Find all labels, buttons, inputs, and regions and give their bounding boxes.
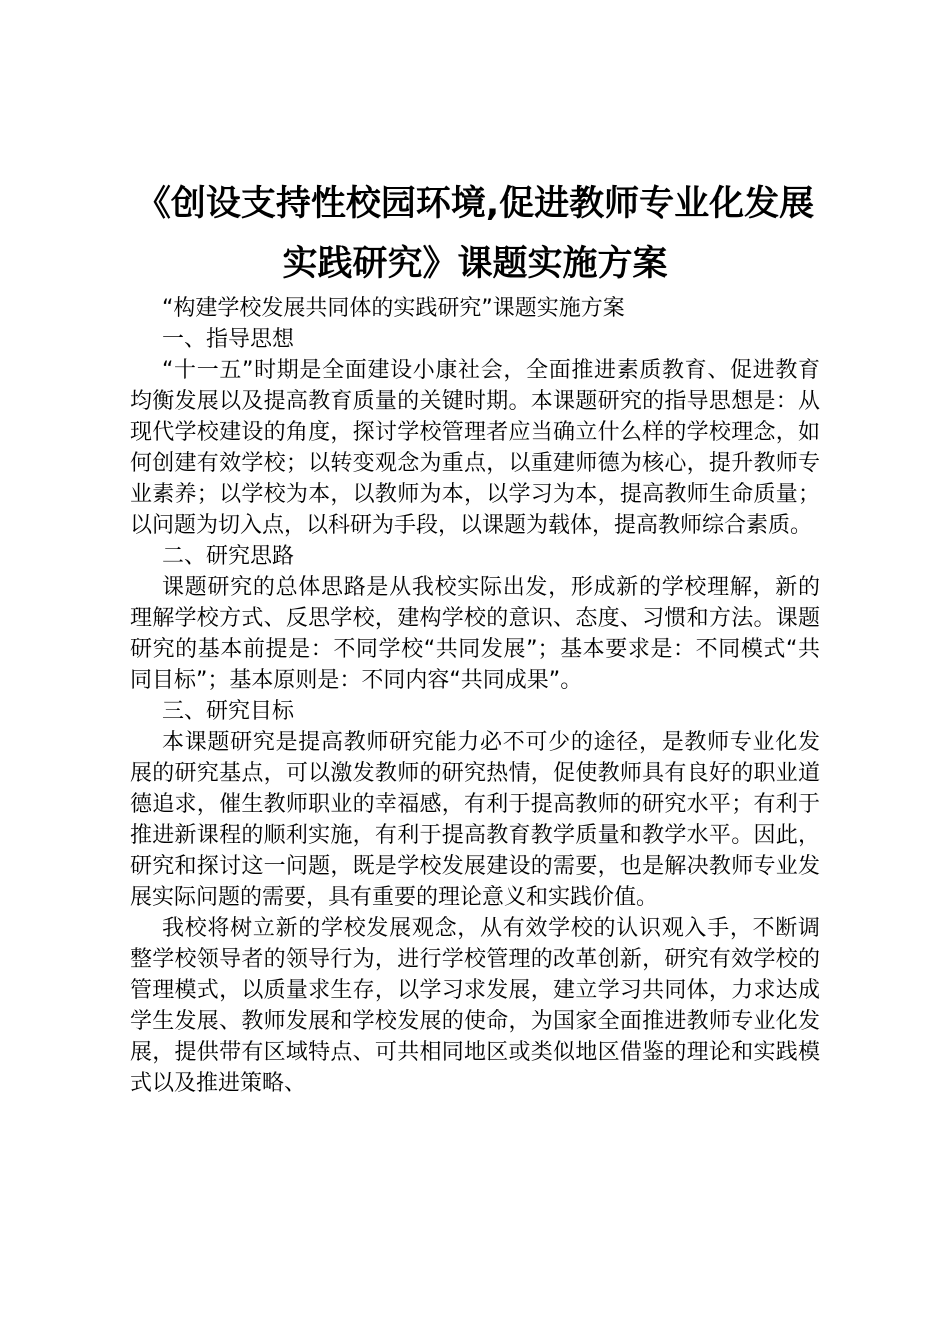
paragraph-research-approach: 课题研究的总体思路是从我校实际出发，形成新的学校理解，新的理解学校方式、反思学校，建构学校的意识、态度、习惯和方法。课题研究的基本前提是：不同学校“共同发展”；基本要求是：不同模式“共同目标”；基本原则是：不同内容“共同成果”。 <box>130 575 820 693</box>
section-heading-guiding-ideology: 一、指导思想 <box>162 327 295 352</box>
paragraph-research-goals-2: 我校将树立新的学校发展观念，从有效学校的认识观入手，不断调整学校领导者的领导行为，进行学校管理的改革创新，研究有效学校的管理模式，以质量求生存，以学习求发展，建立学习共同体，力求达成学生发展、教师发展和学校发展的使命，为国家全面推进教师专业化发展，提供带有区域特点、可共相同地区或类似地区借鉴的理论和实践模式以及推进策略、 <box>130 916 820 1096</box>
document-subtitle: “构建学校发展共同体的实践研究”课题实施方案 <box>162 296 625 321</box>
document-title-line-1: 《创设支持性校园环境,促进教师专业化发展 <box>135 184 815 224</box>
document-body <box>130 293 820 1099</box>
document-title-line-2: 实践研究》课题实施方案 <box>282 244 668 284</box>
paragraph-guiding-ideology: “十一五”时期是全面建设小康社会，全面推进素质教育、促进教育均衡发展以及提高教育质量的关键时期。本课题研究的指导思想是：从现代学校建设的角度，探讨学校管理者应当确立什么样的学校理念，如何创建有效学校；以转变观念为重点，以重建师德为核心，提升教师专业素养；以学校为本，以教师为本，以学习为本，提高教师生命质量；以问题为切入点，以科研为手段，以课题为载体，提高教师综合素质。 <box>130 358 820 538</box>
section-heading-research-approach: 二、研究思路 <box>162 544 295 569</box>
section-heading-research-goals: 三、研究目标 <box>162 699 295 724</box>
paragraph-research-goals-1: 本课题研究是提高教师研究能力必不可少的途径，是教师专业化发展的研究基点，可以激发教师的研究热情，促使教师具有良好的职业道德追求，催生教师职业的幸福感，有利于提高教师的研究水平；有利于推进新课程的顺利实施，有利于提高教育教学质量和教学水平。因此，研究和探讨这一问题，既是学校发展建设的需要，也是解决教师专业发展实际问题的需要，具有重要的理论意义和实践价值。 <box>130 730 820 910</box>
